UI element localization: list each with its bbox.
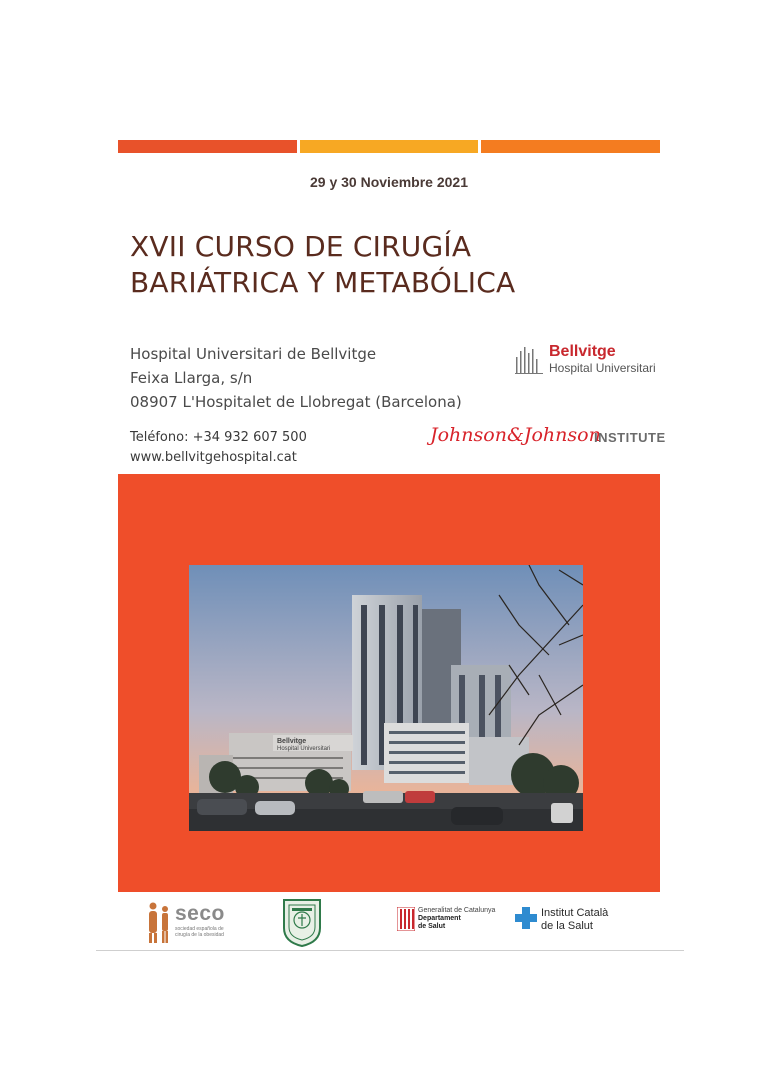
bellvitge-logo-subtitle: Hospital Universitari <box>549 361 656 375</box>
generalitat-line1: Generalitat de Catalunya <box>418 907 496 914</box>
ics-logo <box>515 905 635 935</box>
hospital-photo <box>189 565 583 831</box>
jj-institute-label: INSTITUTE <box>594 430 666 445</box>
course-title-line1: XVII CURSO DE CIRUGÍA <box>130 230 472 263</box>
seco-name: seco <box>175 902 225 925</box>
footer-divider <box>96 950 684 951</box>
website-link[interactable]: www.bellvitgehospital.cat <box>130 450 297 465</box>
header-bar-yellow <box>300 140 478 153</box>
crest-seal-icon <box>278 896 326 948</box>
header-bar-orange <box>481 140 660 153</box>
generalitat-logo <box>397 907 507 937</box>
address-line3: 08907 L'Hospitalet de Llobregat (Barcelona) <box>130 393 462 411</box>
seco-figures-icon <box>145 900 173 944</box>
medical-cross-icon <box>515 907 537 929</box>
bellvitge-logo-name: Bellvitge <box>549 343 616 360</box>
jj-institute-logo <box>430 424 666 454</box>
generalitat-line3: de Salut <box>418 923 446 930</box>
seco-subtitle-line1: sociedad española de <box>175 926 224 932</box>
jj-script-wordmark: Johnson&Johnson <box>430 424 601 446</box>
photo-sign-line1: Bellvitge <box>277 738 307 745</box>
catalan-flag-icon <box>397 907 415 931</box>
bellvitge-logo <box>515 343 665 379</box>
ics-line2: de la Salut <box>541 920 593 932</box>
generalitat-line2: Departament <box>418 915 461 922</box>
address-line1: Hospital Universitari de Bellvitge <box>130 345 377 363</box>
header-bar-red <box>118 140 297 153</box>
photo-sign-line2: Hospital Universitari <box>277 746 331 752</box>
address-line2: Feixa Llarga, s/n <box>130 369 253 387</box>
course-title-line2: BARIÁTRICA Y METABÓLICA <box>130 266 516 299</box>
bellvitge-bars-icon <box>515 345 543 375</box>
event-date: 29 y 30 Noviembre 2021 <box>310 174 468 190</box>
ics-line1: Institut Català <box>541 907 609 919</box>
seco-logo <box>145 900 255 944</box>
seco-subtitle-line2: cirugía de la obesidad <box>175 932 224 938</box>
phone-number: Teléfono: +34 932 607 500 <box>130 430 307 445</box>
